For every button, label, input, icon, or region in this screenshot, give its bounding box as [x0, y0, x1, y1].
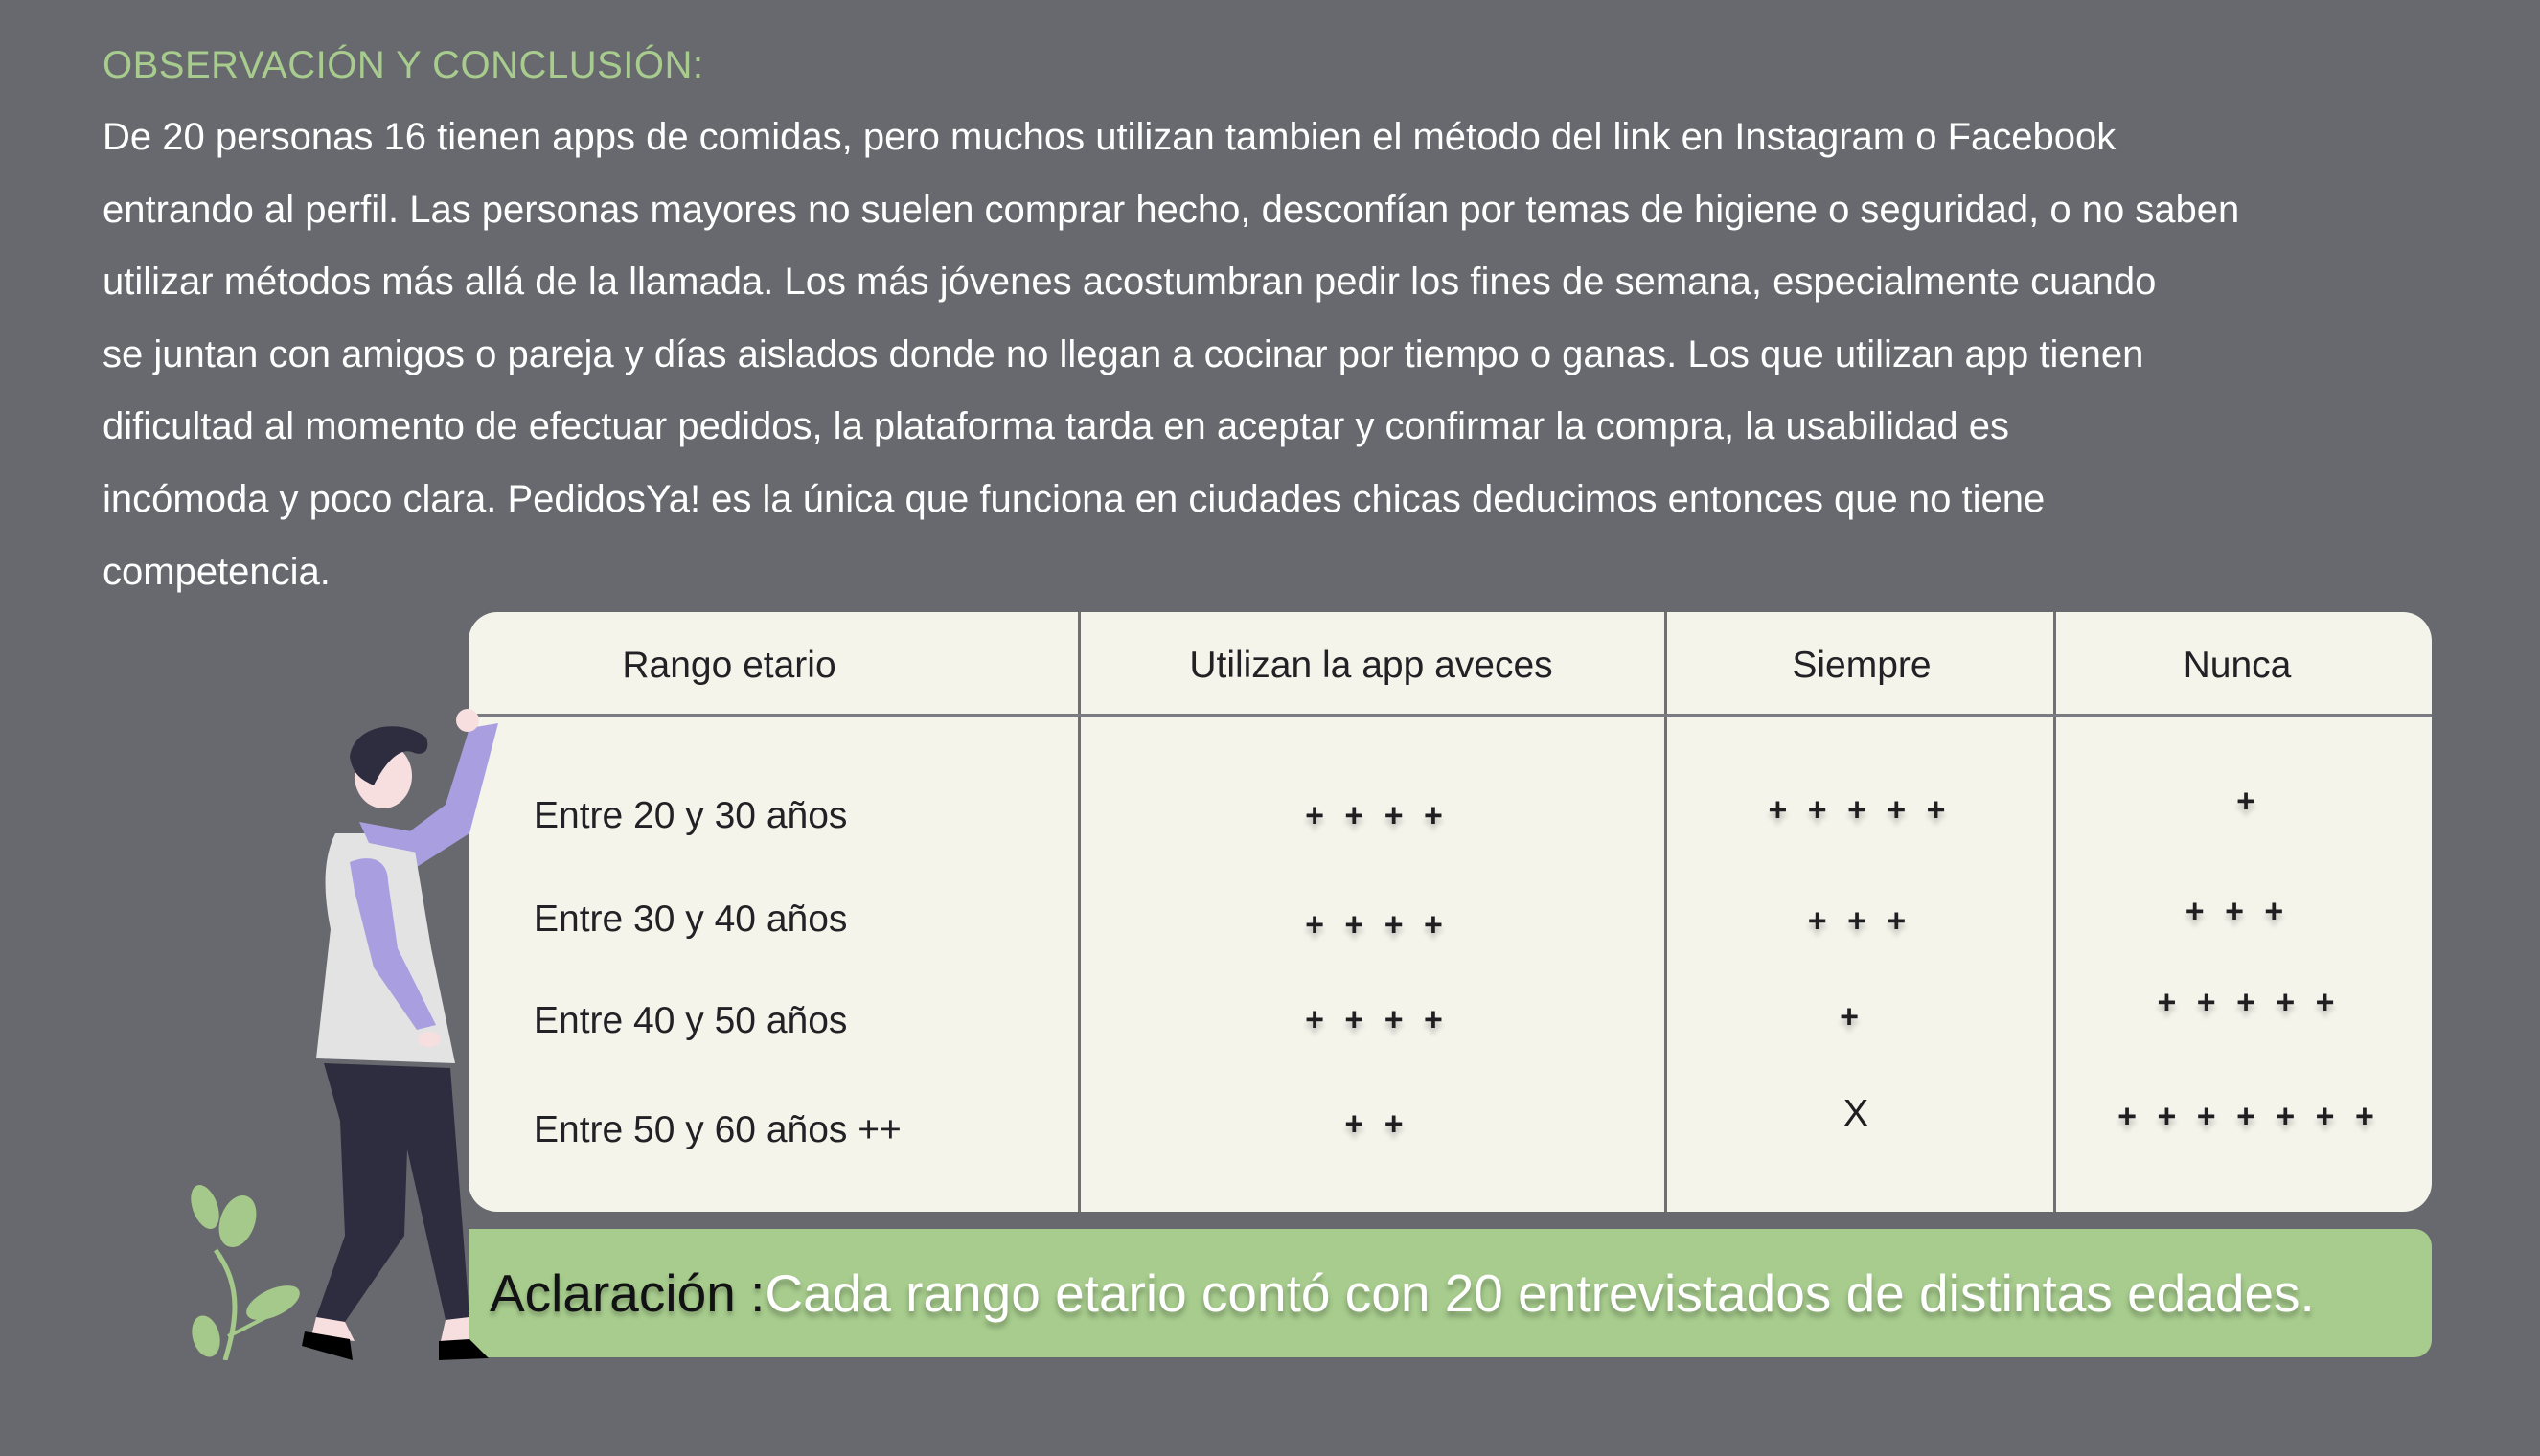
clarification-text: Cada rango etario contó con 20 entrevistados de distintas edades. [765, 1263, 2315, 1323]
table-cell-aveces: + + + + [1305, 797, 1449, 834]
conclusion-paragraph [103, 102, 2517, 608]
section-heading: OBSERVACIÓN Y CONCLUSIÓN: [103, 44, 704, 86]
paragraph-line: dificultad al momento de efectuar pedidos, la plataforma tarda en aceptar y confirmar la compra, la usabilidad es [103, 405, 2009, 448]
header-siempre: Siempre [1792, 645, 1932, 686]
column-divider [1664, 612, 1667, 1212]
clarification-label: Aclaración : [490, 1263, 766, 1323]
column-divider [1078, 612, 1081, 1212]
paragraph-line: utilizar métodos más allá de la llamada. Los más jóvenes acostumbran pedir los fines de semana, especialmente cuando [103, 261, 2157, 304]
header-rango-etario: Rango etario [622, 645, 836, 686]
table-cell-siempre: + + + + + [1768, 791, 1952, 829]
table-cell-nunca: + [2236, 783, 2261, 820]
table-cell-nunca: + + + + + [2157, 984, 2341, 1021]
table-cell-nunca: + + + + + + + [2117, 1098, 2380, 1135]
person-leaning-icon [182, 699, 498, 1360]
survey-table [469, 612, 2432, 1212]
paragraph-line: entrando al perfil. Las personas mayores no suelen comprar hecho, desconfían por temas de higiene o seguridad, o no saben [103, 188, 2240, 231]
table-row-range: Entre 30 y 40 años [534, 899, 848, 940]
paragraph-line: competencia. [103, 550, 331, 593]
paragraph-line: incómoda y poco clara. PedidosYa! es la única que funciona en ciudades chicas deducimos entonces que no tiene [103, 477, 2046, 520]
table-cell-siempre: X [1842, 1092, 1869, 1135]
header-divider [469, 714, 2432, 717]
table-row-range: Entre 20 y 30 años [534, 795, 848, 836]
table-cell-aveces: + + [1344, 1105, 1409, 1143]
table-cell-aveces: + + + + [1305, 1001, 1449, 1038]
table-cell-aveces: + + + + [1305, 906, 1449, 944]
paragraph-line: De 20 personas 16 tienen apps de comidas, pero muchos utilizan tambien el método del link en Instagram o Facebook [103, 116, 2117, 158]
table-row-range: Entre 50 y 60 años ++ [534, 1109, 902, 1150]
header-nunca: Nunca [2183, 645, 2292, 686]
table-cell-siempre: + [1840, 998, 1865, 1035]
table-cell-siempre: + + + [1807, 902, 1912, 940]
table-cell-nunca: + + + [2185, 893, 2290, 930]
column-divider [2053, 612, 2056, 1212]
clarification-banner [469, 1229, 2432, 1357]
table-row-range: Entre 40 y 50 años [534, 1000, 848, 1041]
header-utilizan-aveces: Utilizan la app aveces [1189, 645, 1553, 686]
paragraph-line: se juntan con amigos o pareja y días aislados donde no llegan a cocinar por tiempo o ganas. Los que utilizan app tienen [103, 332, 2144, 375]
